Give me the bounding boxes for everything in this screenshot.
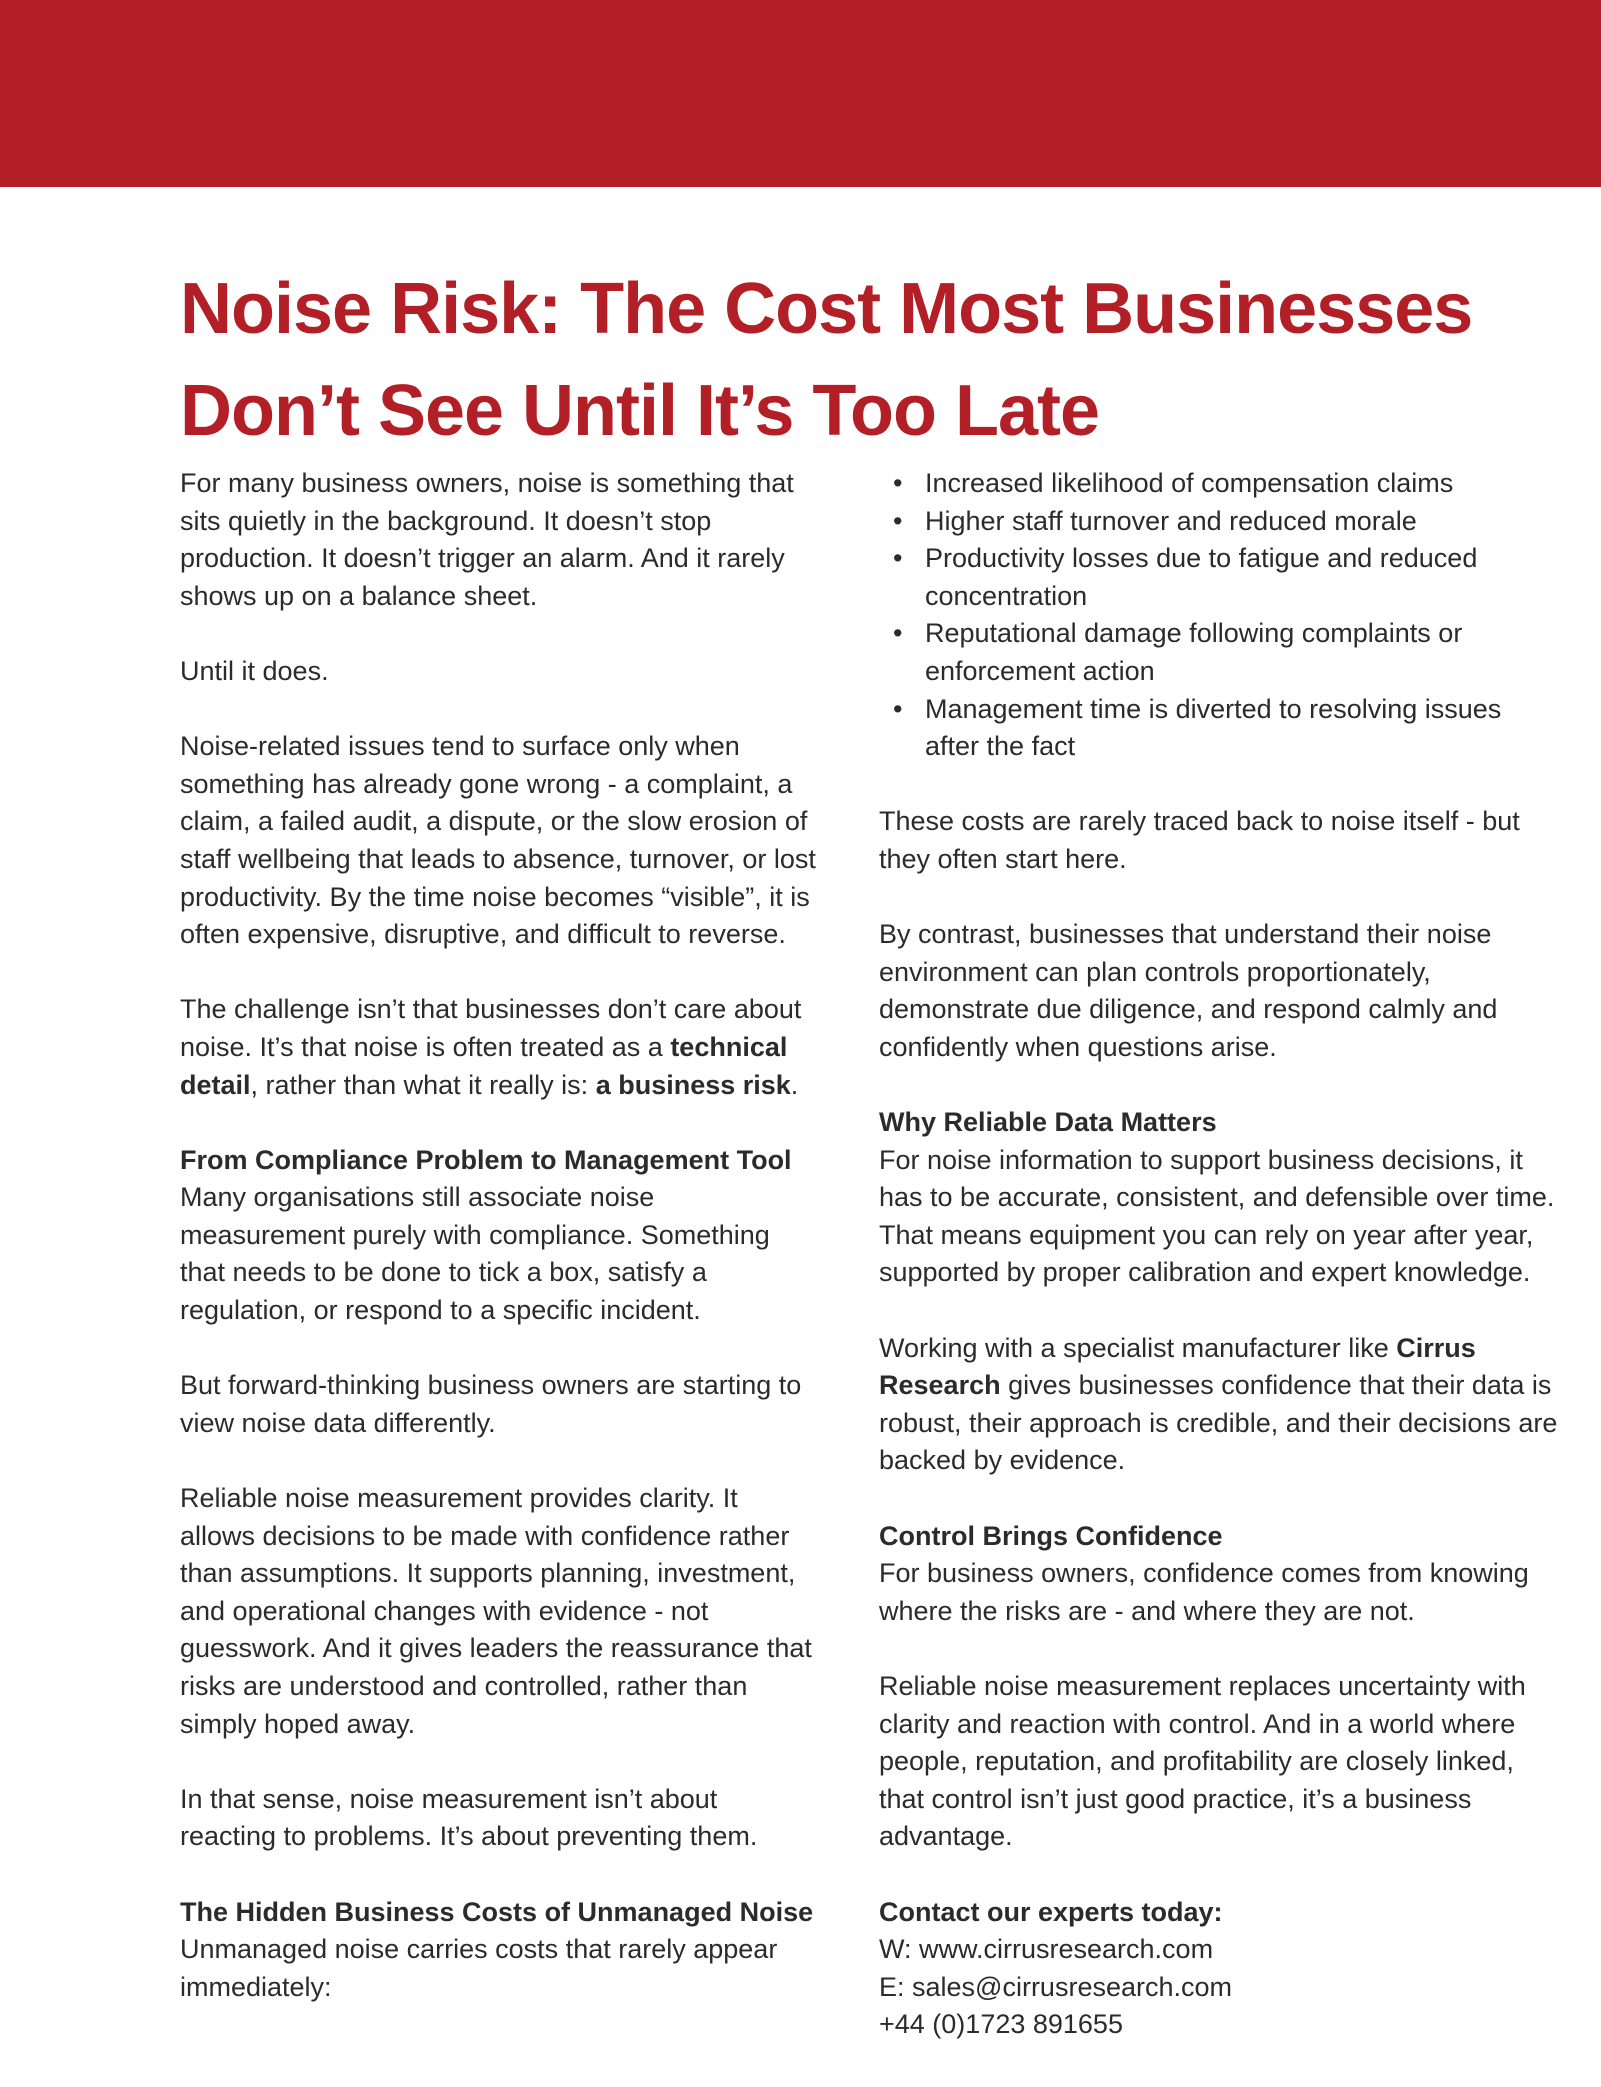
title-line-2: Don’t See Until It’s Too Late	[180, 371, 1100, 451]
contact-website[interactable]: W: www.cirrusresearch.com	[879, 1934, 1214, 1965]
closing-paragraph: Reliable noise measurement replaces uncertainty with clarity and reaction with control. And in a world where people, reputation, and profitability are closely linked, that control isn’t just good practice, it’s a business advantage.	[879, 1671, 1526, 1852]
challenge-text-c: , rather than what it really is:	[250, 1069, 596, 1100]
challenge-paragraph	[180, 991, 820, 1104]
challenge-bold-business-risk: a business risk	[595, 1069, 791, 1100]
section-heading-confidence: Control Brings Confidence	[879, 1520, 1223, 1551]
specialist-text-c: gives businesses confidence that their data is robust, their approach is credible, and their decisions are backed by evidence.	[879, 1370, 1558, 1476]
page-title	[180, 258, 1500, 462]
confidence-paragraph: For business owners, confidence comes from knowing where the risks are - and where they are not.	[879, 1558, 1529, 1626]
prevention-paragraph: In that sense, noise measurement isn’t about reacting to problems. It’s about preventing them.	[180, 1783, 758, 1852]
list-item: • Management time is diverted to resolving issues after the fact	[925, 691, 1559, 766]
brand-name-bold: Cirrus Research	[879, 1332, 1476, 1401]
confidence-section	[879, 1518, 1559, 1631]
list-item: • Increased likelihood of compensation claims	[925, 465, 1559, 503]
contact-heading: Contact our experts today:	[879, 1896, 1223, 1927]
hidden-costs-paragraph: Unmanaged noise carries costs that rarely appear immediately:	[180, 1934, 778, 2002]
compliance-paragraph: Many organisations still associate noise measurement purely with compliance. Something that needs to be done to tick a box, satisfy a regulation, or respond to a specific incident.	[180, 1182, 770, 1326]
list-item: • Reputational damage following complaints or enforcement action	[925, 615, 1559, 690]
traced-costs-paragraph: These costs are rarely traced back to noise itself - but they often start here.	[879, 806, 1520, 874]
cost-bullet-list	[879, 465, 1559, 766]
contact-block	[879, 1894, 1559, 2044]
contact-email[interactable]: E: sales@cirrusresearch.com	[879, 1971, 1233, 2002]
list-item: • Productivity losses due to fatigue and reduced concentration	[925, 540, 1559, 615]
compliance-section	[180, 1142, 820, 1330]
specialist-paragraph	[879, 1330, 1559, 1480]
noise-issues-paragraph: Noise-related issues tend to surface only when something has already gone wrong - a complaint, a claim, a failed audit, a dispute, or the slow erosion of staff wellbeing that leads to absence, turnover, or lost productivity. By the time noise becomes “visible”, it is often expensive, disruptive, and difficult to reverse.	[180, 731, 816, 950]
header-band	[0, 0, 1601, 187]
contrast-paragraph: By contrast, businesses that understand their noise environment can plan controls proportionately, demonstrate due diligence, and respond calmly and confidently when questions arise.	[879, 919, 1498, 1062]
section-heading-hidden-costs: The Hidden Business Costs of Unmanaged Noise	[180, 1896, 814, 1927]
specialist-text-a: Working with a specialist manufacturer like	[879, 1332, 1397, 1363]
contact-phone[interactable]: +44 (0)1723 891655	[879, 2009, 1123, 2040]
forward-thinking-paragraph: But forward-thinking business owners are starting to view noise data differently.	[180, 1370, 802, 1438]
challenge-text-d: .	[790, 1069, 799, 1100]
left-column	[180, 465, 820, 2006]
title-line-1: Noise Risk: The Cost Most Businesses	[180, 269, 1473, 349]
reliable-data-section	[879, 1104, 1559, 1292]
right-column	[879, 465, 1559, 2044]
hidden-costs-section	[180, 1894, 820, 2007]
intro-paragraph: For many business owners, noise is something that sits quietly in the background. It doesn’t stop production. It doesn’t trigger an alarm. And it rarely shows up on a balance sheet.	[180, 468, 794, 611]
challenge-bold-technical-detail: technical detail	[180, 1031, 788, 1100]
section-heading-compliance: From Compliance Problem to Management Tool	[180, 1144, 792, 1175]
clarity-paragraph: Reliable noise measurement provides clarity. It allows decisions to be made with confidence rather than assumptions. It supports planning, investment, and operational changes with evidence - not guesswork. And it gives leaders the reassurance that risks are understood and controlled, rather than simply hoped away.	[180, 1483, 812, 1739]
section-heading-reliable-data: Why Reliable Data Matters	[879, 1107, 1217, 1138]
reliable-data-paragraph: For noise information to support business decisions, it has to be accurate, consistent, and defensible over time. That means equipment you can rely on year after year, supported by proper calibration and expert knowledge.	[879, 1144, 1555, 1288]
until-it-does-paragraph: Until it does.	[180, 655, 329, 686]
challenge-text-a: The challenge isn’t that businesses don’t care about noise. It’s that noise is often treated as a	[180, 994, 802, 1062]
list-item: • Higher staff turnover and reduced morale	[925, 503, 1559, 541]
